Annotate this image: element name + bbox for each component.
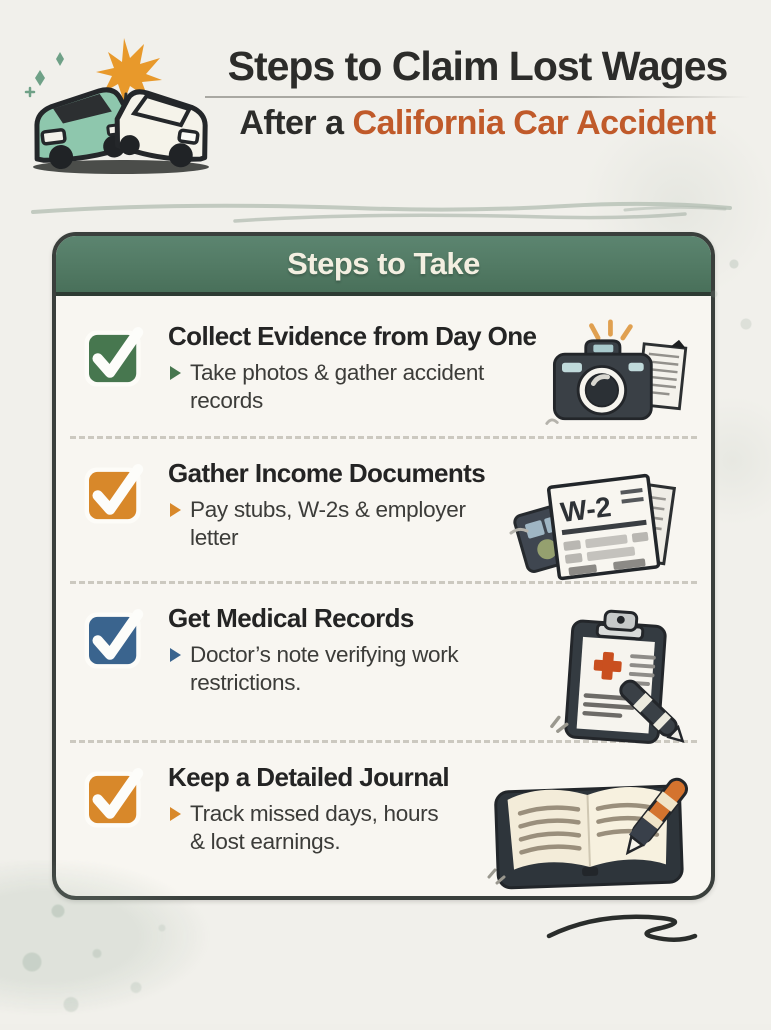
- paper-speckles: [690, 240, 770, 360]
- card-header: [56, 236, 711, 296]
- step-row-collect-evidence: [56, 302, 711, 436]
- step-title: Keep a Detailed Journal: [168, 762, 449, 792]
- checkbox-icon: [82, 602, 152, 672]
- arrow-bullet-icon: [170, 366, 181, 380]
- arrow-bullet-icon: [170, 648, 181, 662]
- step-row-medical-records: [56, 584, 711, 740]
- checkbox-icon: [82, 320, 152, 390]
- card-header-label: Steps to Take: [287, 246, 480, 281]
- step-row-income-documents: [56, 439, 711, 581]
- step-title: Gather Income Documents: [168, 458, 486, 488]
- step-description: Track missed days, hours & lost earnings.: [168, 800, 455, 856]
- step-description: Doctor’s note verifying work restrictions.: [168, 641, 490, 697]
- car-crash-icon: [16, 36, 226, 181]
- w2-documents-icon: [509, 455, 695, 581]
- step-description: Take photos & gather accident records: [168, 359, 543, 415]
- scribble-icon: [543, 908, 703, 956]
- step-title: Get Medical Records: [168, 603, 414, 633]
- page-title: Steps to Claim Lost Wages: [227, 43, 728, 89]
- subtitle-highlight: California Car Accident: [352, 104, 716, 143]
- step-description: Pay stubs, W-2s & employer letter: [168, 496, 509, 552]
- subtitle-prefix: After a: [239, 104, 344, 143]
- header-section: [0, 28, 771, 178]
- arrow-bullet-icon: [170, 503, 181, 517]
- page-subtitle: [205, 104, 750, 143]
- watercolor-splatter: [0, 860, 240, 1030]
- card-body: [56, 296, 711, 893]
- step-title: Collect Evidence from Day One: [168, 321, 537, 351]
- arrow-bullet-icon: [170, 807, 181, 821]
- checkbox-icon: [82, 761, 152, 831]
- w2-label: W-2: [558, 491, 613, 529]
- title-divider: [205, 96, 750, 98]
- white-car: [112, 89, 213, 170]
- checkbox-icon: [82, 457, 152, 527]
- brush-stroke-divider: [25, 196, 745, 230]
- medical-clipboard-icon: [543, 600, 695, 748]
- camera-icon: [543, 318, 695, 434]
- journal-pen-icon: [483, 759, 695, 897]
- steps-card: [52, 232, 715, 900]
